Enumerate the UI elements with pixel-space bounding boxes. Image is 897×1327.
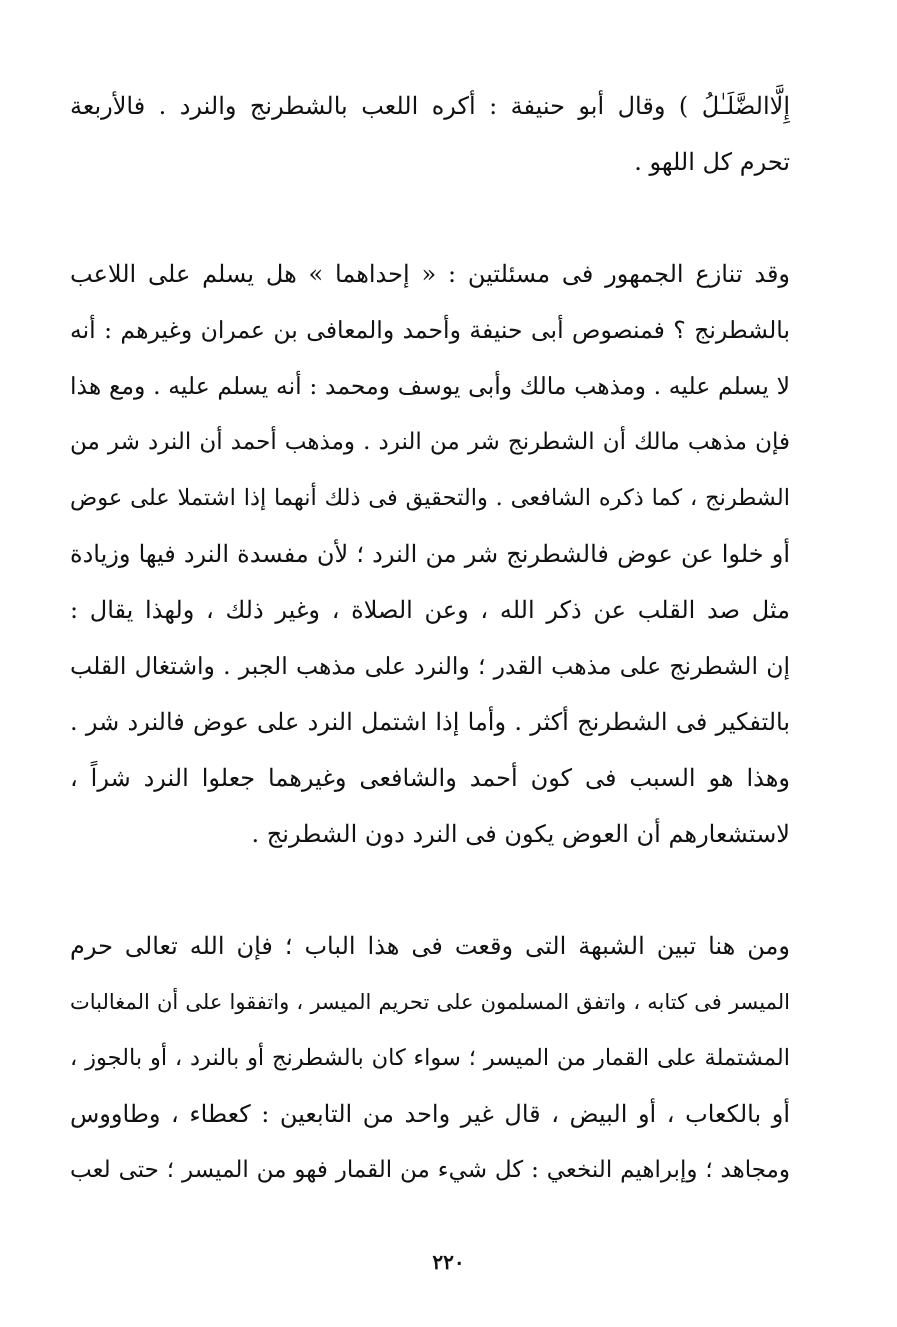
text-line: المشتملة على القمار من الميسر ؛ سواء كان بالشطرنج أو بالنرد ، أو بالجوز ، — [70, 1045, 790, 1071]
text-line: إن الشطرنج على مذهب القدر ؛ والنرد على مذهب الجبر . واشتغال القلب — [70, 652, 790, 680]
text-line: بالتفكير فى الشطرنج أكثر . وأما إذا اشتمل النرد على عوض فالنرد شر . — [70, 708, 790, 736]
text-line: فإن مذهب مالك أن الشطرنج شر من النرد . ومذهب أحمد أن النرد شر من — [70, 429, 790, 455]
text-line: إِلَّاالضَّلَـٰلُ ) وقال أبو حنيفة : أكره اللعب بالشطرنج والنرد . فالأربعة — [70, 92, 790, 120]
text-line: أو بالكعاب ، أو البيض ، قال غير واحد من التابعين : كعطاء ، وطاووس — [70, 1100, 790, 1128]
text-line: ومن هنا تبين الشبهة التى وقعت فى هذا الباب ؛ فإن الله تعالى حرم — [70, 932, 790, 960]
text-line: أو خلوا عن عوض فالشطرنج شر من النرد ؛ لأن مفسدة النرد فيها وزيادة — [70, 540, 790, 568]
text-line: لاستشعارهم أن العوض يكون فى النرد دون الشطرنج . — [251, 820, 790, 848]
text-line: ومجاهد ؛ وإبراهيم النخعي : كل شيء من القمار فهو من الميسر ؛ حتى لعب — [70, 1157, 790, 1183]
text-line: لا يسلم عليه . ومذهب مالك وأبى يوسف ومحمد : أنه يسلم عليه . ومع هذا — [70, 372, 790, 400]
text-line: وهذا هو السبب فى كون أحمد والشافعى وغيرهما جعلوا النرد شراً ، — [70, 764, 790, 792]
text-line: الميسر فى كتابه ، واتفق المسلمون على تحريم الميسر ، واتفقوا على أن المغالبات — [70, 990, 790, 1014]
page-body — [70, 78, 790, 1198]
text-line: وقد تنازع الجمهور فى مسئلتين : « إحداهما » هل يسلم على اللاعب — [70, 260, 790, 288]
paragraph-gap — [70, 862, 790, 918]
text-line: بالشطرنج ؟ فمنصوص أبى حنيفة وأحمد والمعافى بن عمران وغيرهم : أنه — [70, 316, 790, 344]
text-line: مثل صد القلب عن ذكر الله ، وعن الصلاة ، وغير ذلك ، ولهذا يقال : — [70, 596, 790, 624]
page-number: ٢٢٠ — [432, 1250, 465, 1274]
text-line: تحرم كل اللهو . — [634, 148, 790, 176]
text-line: الشطرنج ، كما ذكره الشافعى . والتحقيق فى ذلك أنهما إذا اشتملا على عوض — [70, 485, 790, 511]
paragraph-1 — [70, 78, 790, 190]
paragraph-3 — [70, 918, 790, 1198]
paragraph-2 — [70, 246, 790, 862]
paragraph-gap — [70, 190, 790, 246]
